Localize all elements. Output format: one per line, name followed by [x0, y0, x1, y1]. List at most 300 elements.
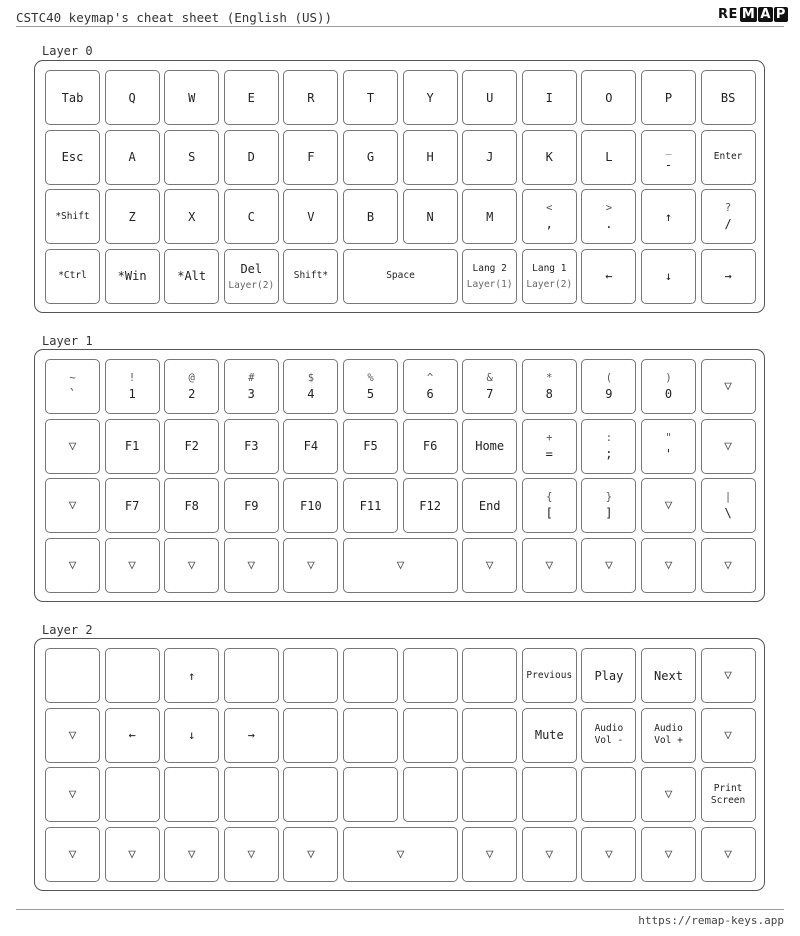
key-l1-r0-c4[interactable]	[283, 359, 338, 414]
key-legend: →	[247, 728, 255, 743]
key-shift-legend: $	[307, 372, 315, 384]
key-shift-legend: "	[665, 431, 672, 444]
key-l0-r2-c6[interactable]	[403, 189, 458, 244]
key-l0-r0-c11[interactable]	[701, 70, 756, 125]
key-l2-r0-c0[interactable]	[45, 648, 100, 703]
key-l0-r1-c7[interactable]	[462, 130, 517, 185]
key-legend: S	[188, 150, 196, 165]
key-l2-r1-c8[interactable]	[522, 708, 577, 763]
key-legend: ↓	[664, 269, 673, 284]
key-l2-r1-c5[interactable]	[343, 708, 398, 763]
key-legend: K	[545, 150, 553, 165]
transparent-key-icon: ▽	[68, 787, 77, 803]
key-legend: F	[307, 150, 315, 165]
logo-letter-p: P	[775, 6, 786, 22]
transparent-key-icon: ▽	[664, 787, 673, 803]
transparent-key-icon: ▽	[485, 846, 494, 862]
key-l1-r3-c4[interactable]	[283, 538, 338, 593]
key-l1-r0-c9[interactable]	[581, 359, 636, 414]
key-legend: O	[605, 90, 613, 105]
key-l2-r0-c10[interactable]	[641, 648, 696, 703]
key-legend: ↑	[664, 209, 673, 224]
key-l1-r2-c3[interactable]	[224, 478, 279, 533]
key-l0-r2-c9[interactable]	[581, 189, 636, 244]
key-l0-r3-c9[interactable]	[641, 249, 696, 304]
key-legend: Lang 1	[532, 262, 567, 274]
key-l2-r2-c10[interactable]	[641, 767, 696, 822]
key-l0-r2-c2[interactable]	[164, 189, 219, 244]
key-legend: Tab	[61, 90, 84, 105]
key-shift-legend: +	[546, 431, 553, 444]
key-legend: Y	[426, 90, 434, 105]
key-legend: '	[664, 446, 673, 461]
key-l1-r2-c1[interactable]	[105, 478, 160, 533]
key-l0-r2-c1[interactable]	[105, 189, 160, 244]
key-legend: ←	[128, 728, 136, 743]
key-l2-r0-c3[interactable]	[224, 648, 279, 703]
key-legend: BS	[720, 90, 736, 105]
transparent-key-icon: ▽	[187, 557, 196, 573]
key-l1-r3-c0[interactable]	[45, 538, 100, 593]
key-l1-r2-c5[interactable]	[343, 478, 398, 533]
key-legend: 5	[366, 387, 375, 401]
key-l1-r2-c4[interactable]	[283, 478, 338, 533]
key-shift-legend: >	[605, 202, 613, 215]
key-l2-r2-c1[interactable]	[105, 767, 160, 822]
footer-divider	[16, 909, 784, 910]
key-l1-r0-c6[interactable]	[403, 359, 458, 414]
key-shift-legend: }	[605, 491, 613, 504]
key-legend: C	[247, 209, 255, 224]
key-legend: I	[545, 90, 553, 105]
key-legend: P	[664, 90, 673, 105]
key-legend: U	[486, 90, 494, 105]
key-l0-r1-c4[interactable]	[283, 130, 338, 185]
key-l1-r3-c9[interactable]	[641, 538, 696, 593]
key-l0-r3-c4[interactable]	[283, 249, 338, 304]
transparent-key-icon: ▽	[545, 557, 554, 573]
key-l1-r2-c2[interactable]	[164, 478, 219, 533]
key-legend: 1	[128, 387, 136, 401]
key-legend: F3	[244, 439, 259, 454]
key-legend: B	[366, 209, 375, 224]
key-l0-r2-c10[interactable]	[641, 189, 696, 244]
key-l1-r2-c8[interactable]	[522, 478, 577, 533]
key-shift-legend: <	[546, 202, 553, 215]
key-l0-r1-c9[interactable]	[581, 130, 636, 185]
transparent-key-icon: ▽	[68, 557, 77, 573]
key-legend: →	[724, 269, 732, 284]
key-legend: E	[247, 90, 255, 105]
key-legend: Print Screen	[710, 782, 746, 806]
key-l1-r1-c10[interactable]	[641, 419, 696, 474]
key-legend: /	[724, 217, 732, 232]
key-l2-r1-c10[interactable]	[641, 708, 696, 763]
key-l0-r2-c3[interactable]	[224, 189, 279, 244]
transparent-key-icon: ▽	[128, 846, 136, 862]
key-legend: *Shift	[55, 210, 90, 222]
key-l2-r0-c2[interactable]	[164, 648, 219, 703]
key-legend: [	[545, 506, 553, 521]
key-legend: W	[188, 90, 196, 105]
key-l0-r1-c10[interactable]	[641, 130, 696, 185]
key-legend: 6	[426, 387, 434, 401]
key-l2-r2-c3[interactable]	[224, 767, 279, 822]
key-shift-legend: &	[486, 372, 493, 384]
key-legend: Shift*	[293, 270, 329, 282]
key-l0-r0-c3[interactable]	[224, 70, 279, 125]
key-l2-r3-c6[interactable]	[462, 827, 517, 882]
layer-1-label: Layer 1	[42, 334, 93, 348]
key-legend: ←	[605, 269, 613, 284]
key-legend: Esc	[61, 150, 84, 165]
sheet-title: CSTC40 keymap's cheat sheet (English (US))	[16, 10, 333, 25]
transparent-key-icon: ▽	[68, 498, 77, 514]
key-shift-legend: )	[665, 372, 672, 384]
key-l2-r3-c4[interactable]	[283, 827, 338, 882]
key-legend: 7	[486, 387, 494, 401]
key-l1-r1-c1[interactable]	[105, 419, 160, 474]
key-l2-r3-c7[interactable]	[522, 827, 577, 882]
transparent-key-icon: ▽	[724, 668, 732, 683]
key-l0-r1-c1[interactable]	[105, 130, 160, 185]
transparent-key-icon: ▽	[664, 557, 673, 573]
key-legend: H	[426, 150, 434, 165]
key-l2-r0-c6[interactable]	[403, 648, 458, 703]
key-legend: F2	[184, 439, 199, 454]
logo-letter-a: A	[760, 6, 771, 22]
key-l0-r3-c7[interactable]	[522, 249, 577, 304]
key-legend: F10	[300, 498, 322, 513]
key-legend: G	[366, 150, 375, 165]
key-l1-r1-c8[interactable]	[522, 419, 577, 474]
key-l2-r0-c11[interactable]	[701, 648, 756, 703]
transparent-key-icon: ▽	[396, 557, 405, 573]
key-l2-r3-c10[interactable]	[701, 827, 756, 882]
key-legend: *Ctrl	[58, 270, 87, 282]
key-l0-r2-c8[interactable]	[522, 189, 577, 244]
key-legend: F4	[303, 439, 319, 454]
key-l1-r1-c7[interactable]	[462, 419, 517, 474]
key-l0-r0-c5[interactable]	[343, 70, 398, 125]
key-legend: ,	[545, 217, 553, 232]
key-l0-r0-c4[interactable]	[283, 70, 338, 125]
key-l1-r0-c5[interactable]	[343, 359, 398, 414]
key-legend: L	[605, 150, 613, 165]
key-l1-r0-c11[interactable]	[701, 359, 756, 414]
key-legend: =	[545, 446, 553, 461]
key-legend: *Win	[117, 269, 147, 284]
key-layer-legend: Layer(1)	[466, 278, 513, 290]
key-l1-r1-c3[interactable]	[224, 419, 279, 474]
key-l0-r2-c4[interactable]	[283, 189, 338, 244]
key-legend: Lang 2	[472, 262, 507, 274]
transparent-key-icon: ▽	[247, 557, 256, 573]
key-legend: 3	[247, 387, 255, 401]
key-legend: \	[724, 506, 732, 521]
key-legend: F11	[359, 498, 382, 513]
key-layer-legend: Layer(2)	[228, 279, 275, 291]
key-legend: Play	[594, 668, 624, 683]
key-l0-r1-c5[interactable]	[343, 130, 398, 185]
key-legend: Audio Vol +	[654, 723, 683, 747]
key-l2-r1-c4[interactable]	[283, 708, 338, 763]
transparent-key-icon: ▽	[247, 846, 256, 862]
transparent-key-icon: ▽	[68, 846, 77, 862]
key-legend: Z	[128, 209, 136, 224]
key-l2-r0-c1[interactable]	[105, 648, 160, 703]
key-legend: F7	[124, 498, 140, 513]
logo-letter-m: M	[741, 6, 756, 22]
key-l2-r2-c7[interactable]	[462, 767, 517, 822]
key-legend: D	[247, 150, 255, 165]
key-l2-r2-c0[interactable]	[45, 767, 100, 822]
key-l1-r2-c11[interactable]	[701, 478, 756, 533]
key-l0-r1-c2[interactable]	[164, 130, 219, 185]
key-l0-r3-c0[interactable]	[45, 249, 100, 304]
transparent-key-icon: ▽	[664, 498, 673, 514]
key-l0-r1-c11[interactable]	[701, 130, 756, 185]
key-shift-legend: {	[546, 491, 553, 504]
key-legend: F5	[363, 439, 378, 454]
key-l1-r3-c1[interactable]	[105, 538, 160, 593]
key-l1-r3-c6[interactable]	[462, 538, 517, 593]
transparent-key-icon: ▽	[724, 727, 732, 743]
key-shift-legend: |	[724, 491, 732, 504]
key-l2-r2-c6[interactable]	[403, 767, 458, 822]
key-shift-legend: :	[605, 431, 613, 444]
transparent-key-icon: ▽	[545, 846, 554, 862]
key-legend: 8	[545, 387, 553, 401]
key-legend: *Alt	[177, 269, 207, 284]
key-l1-r1-c11[interactable]	[701, 419, 756, 474]
key-l1-r1-c0[interactable]	[45, 419, 100, 474]
key-l0-r2-c5[interactable]	[343, 189, 398, 244]
key-l1-r2-c10[interactable]	[641, 478, 696, 533]
transparent-key-icon: ▽	[664, 846, 673, 862]
key-l2-r2-c4[interactable]	[283, 767, 338, 822]
key-shift-legend: ?	[724, 202, 732, 215]
transparent-key-icon: ▽	[68, 438, 77, 454]
key-l2-r3-c8[interactable]	[581, 827, 636, 882]
key-l2-r1-c2[interactable]	[164, 708, 219, 763]
key-l2-r1-c0[interactable]	[45, 708, 100, 763]
key-l0-r0-c8[interactable]	[522, 70, 577, 125]
key-legend: Audio Vol -	[594, 723, 624, 747]
key-legend: Mute	[534, 728, 564, 743]
key-shift-legend: *	[546, 372, 553, 384]
key-l1-r3-c8[interactable]	[581, 538, 636, 593]
transparent-key-icon: ▽	[396, 846, 405, 862]
key-legend: 4	[307, 387, 315, 401]
key-legend: ↓	[188, 728, 196, 743]
key-legend: Space	[386, 270, 415, 282]
key-l1-r3-c5[interactable]	[343, 538, 458, 593]
key-l1-r2-c7[interactable]	[462, 478, 517, 533]
key-shift-legend: @	[188, 372, 195, 384]
key-l0-r0-c0[interactable]	[45, 70, 100, 125]
key-legend: Q	[128, 90, 136, 105]
key-legend: ;	[605, 446, 613, 461]
key-l2-r3-c9[interactable]	[641, 827, 696, 882]
key-l2-r1-c6[interactable]	[403, 708, 458, 763]
key-legend: F1	[124, 439, 140, 454]
key-l0-r1-c3[interactable]	[224, 130, 279, 185]
key-legend: Home	[475, 439, 505, 454]
key-l1-r1-c9[interactable]	[581, 419, 636, 474]
key-l1-r3-c2[interactable]	[164, 538, 219, 593]
key-legend: A	[128, 150, 136, 165]
key-shift-legend: _	[665, 142, 672, 155]
transparent-key-icon: ▽	[724, 379, 732, 394]
transparent-key-icon: ▽	[604, 846, 613, 862]
key-legend: .	[605, 217, 613, 232]
key-legend: `	[68, 387, 77, 401]
key-legend: 2	[188, 387, 196, 401]
key-shift-legend: #	[248, 372, 255, 384]
key-l0-r2-c0[interactable]	[45, 189, 100, 244]
key-shift-legend: !	[128, 372, 136, 384]
key-legend: X	[188, 209, 196, 224]
key-l1-r0-c7[interactable]	[462, 359, 517, 414]
key-legend: R	[307, 90, 315, 105]
key-l0-r3-c8[interactable]	[581, 249, 636, 304]
transparent-key-icon: ▽	[128, 557, 136, 573]
key-legend: Next	[654, 668, 683, 683]
key-legend: F12	[419, 498, 441, 513]
logo-text: RE	[718, 6, 738, 22]
transparent-key-icon: ▽	[604, 557, 613, 573]
key-l0-r3-c1[interactable]	[105, 249, 160, 304]
key-legend: Enter	[713, 151, 743, 163]
transparent-key-icon: ▽	[187, 846, 196, 862]
key-shift-legend: ~	[69, 372, 76, 384]
key-l2-r1-c9[interactable]	[581, 708, 636, 763]
transparent-key-icon: ▽	[306, 557, 315, 573]
key-l2-r2-c2[interactable]	[164, 767, 219, 822]
key-legend: V	[307, 209, 315, 224]
key-l2-r3-c1[interactable]	[105, 827, 160, 882]
key-l0-r0-c1[interactable]	[105, 70, 160, 125]
key-l0-r3-c6[interactable]	[462, 249, 517, 304]
key-legend: -	[664, 157, 673, 172]
layer-0-keyboard	[34, 60, 765, 313]
key-l0-r1-c6[interactable]	[403, 130, 458, 185]
key-l0-r0-c10[interactable]	[641, 70, 696, 125]
transparent-key-icon: ▽	[485, 557, 494, 573]
key-l2-r2-c8[interactable]	[522, 767, 577, 822]
key-legend: T	[366, 90, 375, 105]
key-l1-r0-c1[interactable]	[105, 359, 160, 414]
key-l2-r1-c3[interactable]	[224, 708, 279, 763]
key-l1-r3-c3[interactable]	[224, 538, 279, 593]
key-l2-r2-c9[interactable]	[581, 767, 636, 822]
key-l1-r0-c8[interactable]	[522, 359, 577, 414]
key-legend: ]	[605, 506, 613, 521]
key-legend: F8	[184, 498, 199, 513]
key-l0-r0-c9[interactable]	[581, 70, 636, 125]
key-l2-r3-c0[interactable]	[45, 827, 100, 882]
key-legend: F9	[244, 498, 259, 513]
key-l2-r1-c1[interactable]	[105, 708, 160, 763]
key-l1-r3-c7[interactable]	[522, 538, 577, 593]
key-legend: N	[426, 209, 434, 224]
key-l2-r0-c7[interactable]	[462, 648, 517, 703]
transparent-key-icon: ▽	[724, 438, 732, 454]
key-l0-r1-c8[interactable]	[522, 130, 577, 185]
key-legend: 9	[605, 387, 613, 401]
key-l0-r3-c3[interactable]	[224, 249, 279, 304]
key-l1-r1-c4[interactable]	[283, 419, 338, 474]
layer-1-keyboard	[34, 349, 765, 602]
key-layer-legend: Layer(2)	[526, 278, 573, 290]
layer-2-label: Layer 2	[42, 623, 93, 637]
key-l1-r1-c6[interactable]	[403, 419, 458, 474]
remap-logo[interactable]	[718, 6, 788, 22]
key-legend: ↑	[188, 668, 196, 683]
key-l0-r0-c6[interactable]	[403, 70, 458, 125]
key-l1-r1-c5[interactable]	[343, 419, 398, 474]
transparent-key-icon: ▽	[724, 557, 732, 573]
header-divider	[16, 26, 784, 27]
key-l1-r0-c0[interactable]	[45, 359, 100, 414]
key-l0-r2-c11[interactable]	[701, 189, 756, 244]
layer-2-keyboard	[34, 638, 765, 891]
key-l2-r2-c5[interactable]	[343, 767, 398, 822]
key-shift-legend: %	[367, 372, 374, 384]
key-l2-r3-c2[interactable]	[164, 827, 219, 882]
key-l2-r1-c7[interactable]	[462, 708, 517, 763]
key-l1-r2-c9[interactable]	[581, 478, 636, 533]
key-l1-r0-c3[interactable]	[224, 359, 279, 414]
key-l0-r0-c7[interactable]	[462, 70, 517, 125]
key-l0-r3-c5[interactable]	[343, 249, 458, 304]
key-l0-r3-c10[interactable]	[701, 249, 756, 304]
key-legend: F6	[422, 439, 438, 454]
key-l2-r0-c5[interactable]	[343, 648, 398, 703]
footer-url-link[interactable]: https://remap-keys.app	[638, 914, 784, 927]
key-legend: J	[486, 150, 494, 165]
key-shift-legend: (	[605, 372, 613, 384]
key-legend: Previous	[526, 669, 573, 681]
key-legend: Del	[240, 261, 263, 276]
key-l2-r3-c5[interactable]	[343, 827, 458, 882]
key-shift-legend: ^	[426, 372, 434, 384]
key-legend: End	[478, 498, 501, 513]
key-l1-r3-c10[interactable]	[701, 538, 756, 593]
key-l1-r2-c0[interactable]	[45, 478, 100, 533]
layer-0-label: Layer 0	[42, 44, 93, 58]
transparent-key-icon: ▽	[724, 846, 732, 862]
transparent-key-icon: ▽	[68, 727, 77, 743]
key-l1-r2-c6[interactable]	[403, 478, 458, 533]
key-l1-r0-c2[interactable]	[164, 359, 219, 414]
key-l1-r0-c10[interactable]	[641, 359, 696, 414]
key-l2-r1-c11[interactable]	[701, 708, 756, 763]
key-l0-r2-c7[interactable]	[462, 189, 517, 244]
key-legend: M	[486, 209, 494, 224]
key-l2-r3-c3[interactable]	[224, 827, 279, 882]
key-l0-r3-c2[interactable]	[164, 249, 219, 304]
key-l0-r1-c0[interactable]	[45, 130, 100, 185]
key-l2-r0-c8[interactable]	[522, 648, 577, 703]
key-l2-r0-c4[interactable]	[283, 648, 338, 703]
key-l1-r1-c2[interactable]	[164, 419, 219, 474]
key-l2-r2-c11[interactable]	[701, 767, 756, 822]
key-l0-r0-c2[interactable]	[164, 70, 219, 125]
key-l2-r0-c9[interactable]	[581, 648, 636, 703]
key-legend: 0	[664, 387, 673, 401]
